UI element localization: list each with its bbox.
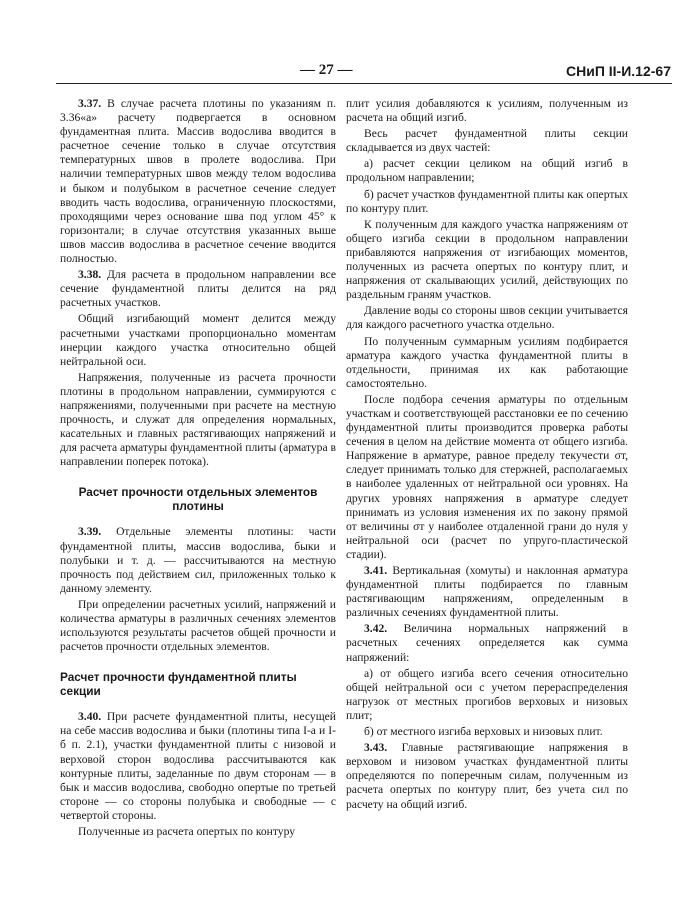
paragraph: При определении расчетных усилий, напряжений и количества арматуры в различных сечениях элементов используются результаты расчетов общей прочности и расчетов прочности отдельных элементов. [60, 597, 336, 654]
paragraph: К полученным для каждого участка напряжениям от общего изгиба секции в продольном направлении прибавляются напряжения от изгибающих моментов, полученных из расчета опертых по контуру плит, и напряжения от скалывающих усилий, действующих по раздельным граням участков. [346, 217, 628, 302]
section-heading: Расчет прочности отдельных элементов плотины [78, 485, 318, 514]
paragraph: Весь расчет фундаментной плиты секции складывается из двух частей: [346, 127, 628, 155]
list-item: а) расчет секции целиком на общий изгиб в продольном направлении; [346, 157, 628, 185]
clause-number: 3.42. [364, 622, 388, 636]
clause-number: 3.39. [78, 525, 102, 539]
clause-number: 3.40. [78, 710, 102, 724]
section-heading: Расчет прочности фундаментной плиты секции [60, 670, 297, 699]
paragraph-3-43 [346, 741, 628, 811]
paragraph: По полученным суммарным усилиям подбирается арматура каждого участка фундаментной плиты в отдельности, принимая их как работающие самостоятельно. [346, 334, 628, 390]
page-number: — 27 — [300, 62, 353, 78]
clause-number: 3.41. [364, 564, 388, 577]
list-item: б) расчет участков фундаментной плиты как опертых по контуру плит. [346, 187, 628, 215]
header-rule [56, 83, 672, 84]
list-item: а) от общего изгиба всего сечения относительно общей нейтральной оси с учетом перераспределения нагрузок от местных прогибов верховых и низовых плит; [346, 666, 628, 722]
paragraph-3-40 [60, 710, 336, 823]
clause-number: 3.37. [78, 97, 102, 110]
paragraph: После подбора сечения арматуры по отдельным участкам и соответствующей расстановки ее по сечению фундаментной плиты производится проверка работы сечения в целом на действие момента от общего изгиба. Напряжение в арматуре, равное пределу текучести σт, следует принимать только для стержней, располагаемых в наиболее удаленных от нейтральной оси уровнях. На других уровнях напряжения в арматуре следует принимать из условия изменения их по закону прямой от величины σт у наиболее отдаленной грани до нуля у нейтральной оси (расчет по упруго-пластической стадии). [346, 392, 628, 561]
paragraph-text: При расчете фундаментной плиты, несущей на себе массив водослива и быки (плотины типа I-а и I-б п. 2.1), участки фундаментной плиты с низовой и верховой сторон водослива рассчитываются как контурные плиты, заделанные по двум сторонам — в бык и массив водослива, свободно опертые по третьей стороне — со стороны полубыка и свободные — с четвертой стороны. [60, 710, 336, 822]
paragraph-3-37 [60, 97, 336, 266]
clause-number: 3.38. [78, 268, 102, 282]
paragraph: Давление воды со стороны швов секции учитывается для каждого расчетного участка отдельно. [346, 304, 628, 332]
left-column [60, 97, 336, 841]
paragraph-text: Для расчета в продольном направлении все сечение фундаментной плиты делится на ряд расчетных участков. [60, 268, 336, 310]
paragraph-text: Величина нормальных напряжений в расчетных сечениях определяется как сумма напряжений: [346, 622, 628, 664]
paragraph-3-42 [346, 622, 628, 664]
document-code: СНиП II-И.12-67 [566, 63, 671, 79]
list-item: б) от местного изгиба верховых и низовых плит. [364, 725, 603, 739]
clause-number: 3.43. [364, 741, 388, 755]
right-column [346, 97, 628, 814]
paragraph-3-39 [60, 525, 336, 595]
paragraph-text: В случае расчета плотины по указаниям п. 3.36«а» расчету подвергается в основном фундаментная плита. Массив водослива вводится в расчетное сечение только в случае отсутствия температурных швов в пролете водослива. При наличии температурных швов между телом водослива и быком и полубыком в расчетное сечение следует вводить часть водослива, ограниченную плоскостями, проходящими через основание шва под углом 45° к горизонтали; в случае отсутствия указанных выше швов массив водослива в расчетное сечение вводится полностью. [60, 97, 336, 266]
paragraph: Напряжения, полученные из расчета прочности плотины в продольном направлении, суммируются с напряжениями, полученными при расчете на местную прочность, и служат для определения нормальных, касательных и главных растягивающих напряжений и для расчета арматуры фундаментной плиты (арматура в направлении поперек потока). [60, 370, 336, 469]
paragraph: Полученные из расчета опертых по контуру [78, 825, 296, 839]
paragraph-text: Главные растягивающие напряжения в верховом и низовом участках фундаментной плиты определяются по поперечным силам, полученным из расчета опертых по контуру плит, без учета сил по расчету на общий изгиб. [346, 741, 628, 811]
paragraph: плит усилия добавляются к усилиям, полученным из расчета на общий изгиб. [346, 97, 628, 125]
paragraph-3-41 [346, 564, 628, 620]
paragraph-text: Отдельные элементы плотины: части фундаментной плиты, массив водослива, быки и полубыки и т. д. — рассчитываются на местную прочность под действием сил, приложенных только к данному элементу. [60, 525, 336, 595]
paragraph-3-38 [60, 268, 336, 310]
paragraph: Общий изгибающий момент делится между расчетными участками пропорционально моментам инерции каждого участка относительно общей нейтральной оси. [60, 312, 336, 368]
paragraph-text: Вертикальная (хомуты) и наклонная арматура фундаментной плиты подбирается по главным растягивающим напряжениям, определенным в различных сечениях фундаментной плиты. [346, 564, 628, 620]
